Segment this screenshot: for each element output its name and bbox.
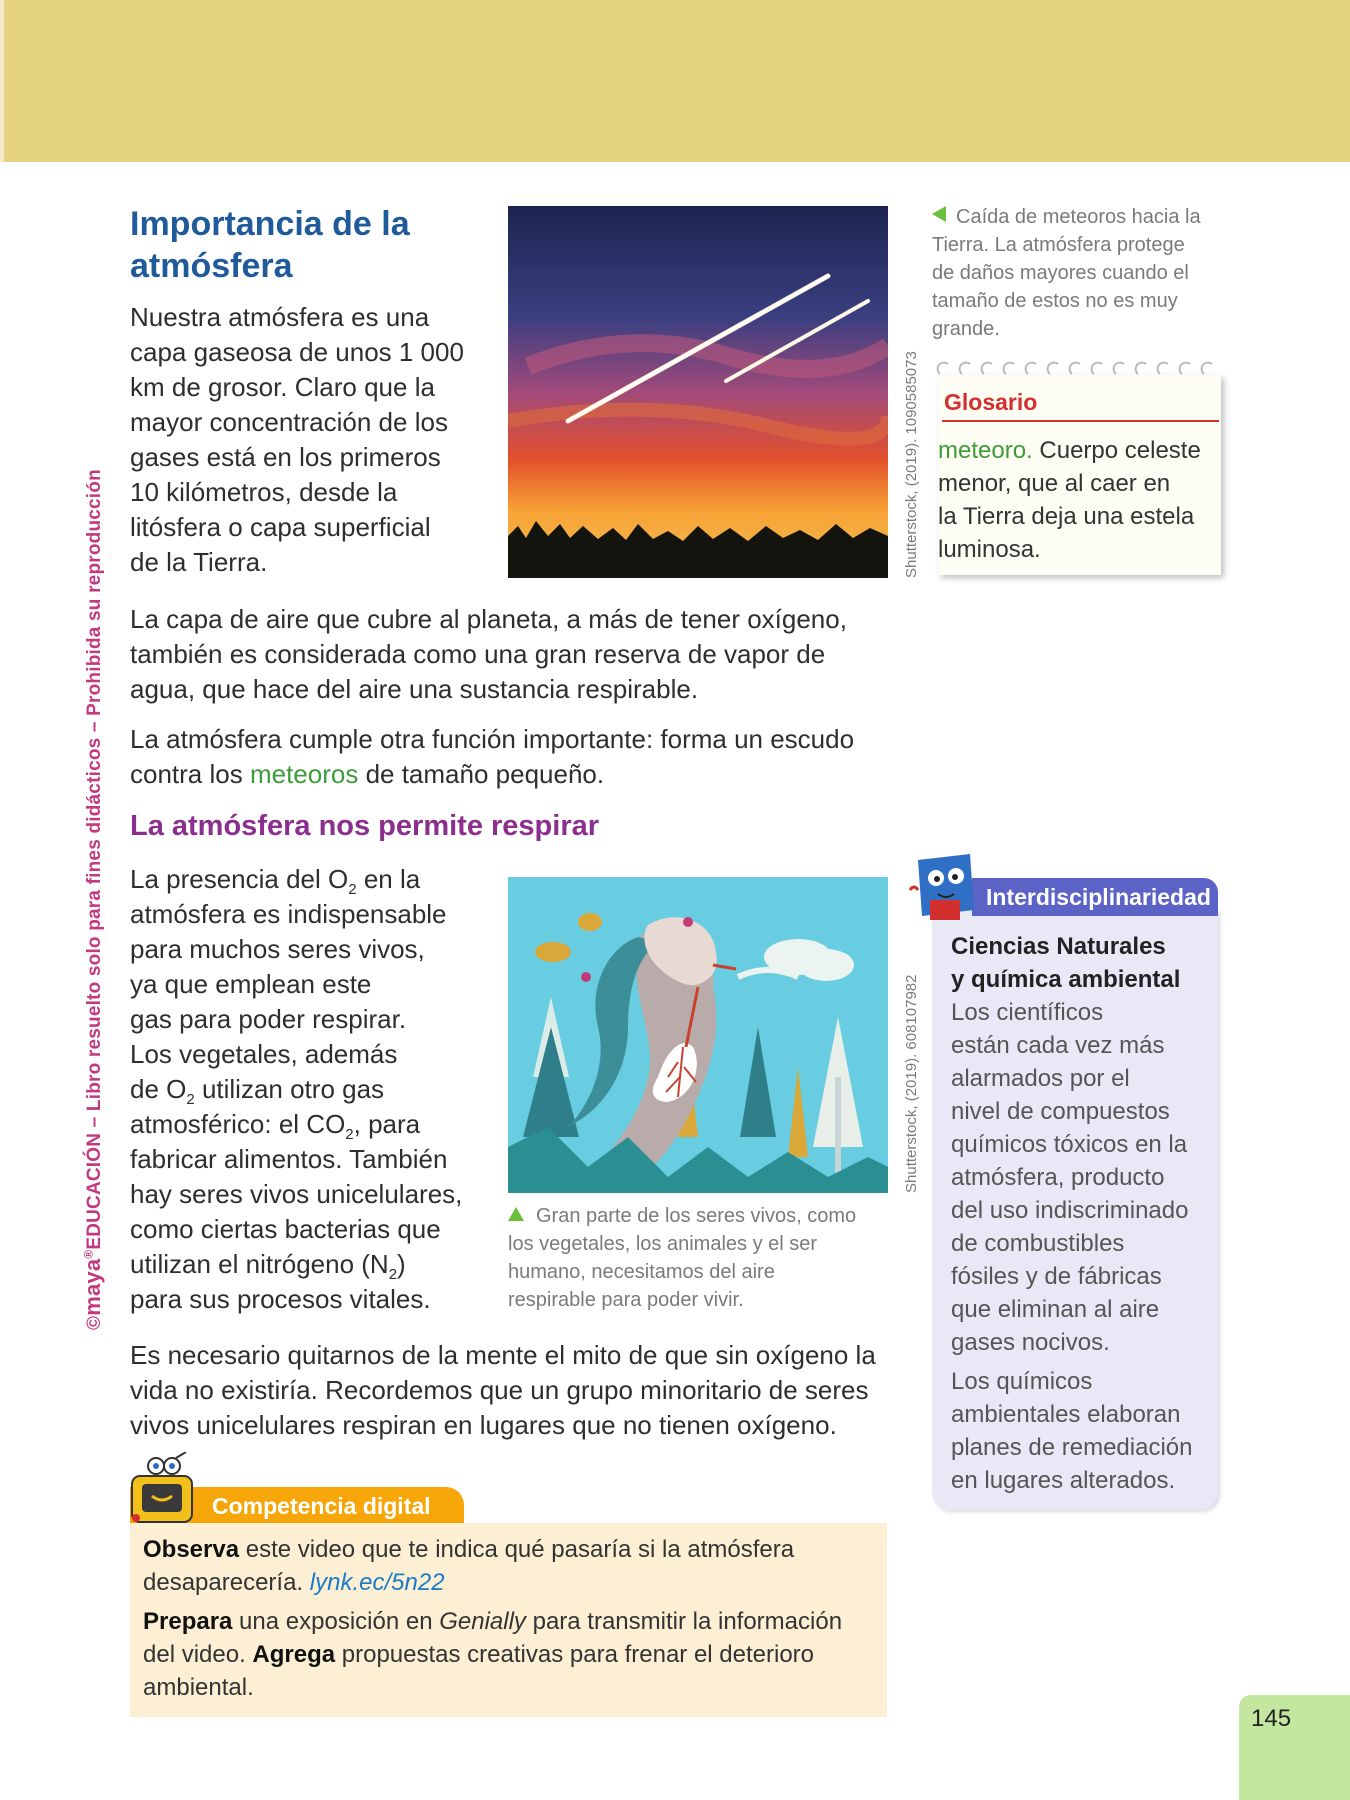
brand-name: maya bbox=[80, 1258, 105, 1316]
text-line: fabricar alimentos. También bbox=[130, 1144, 448, 1174]
text-line: también es considerada como una gran reserva de vapor de bbox=[130, 639, 826, 669]
caption-line: los vegetales, los animales y el ser bbox=[508, 1233, 818, 1255]
inter-line: de combustibles bbox=[951, 1230, 1125, 1257]
digital-line: Prepara una exposición en Genially para transmitir la información bbox=[143, 1608, 843, 1635]
paragraph-oxygen bbox=[130, 862, 510, 1317]
title-line: Importancia de la bbox=[130, 205, 410, 243]
text-line: utilizan el nitrógeno $(N_2)$ bbox=[130, 1249, 406, 1284]
paragraph-air-layer bbox=[130, 602, 910, 707]
digital-competence-box bbox=[130, 1523, 887, 1717]
registered-symbol: ® bbox=[81, 1249, 96, 1259]
inter-line: están cada vez más bbox=[951, 1032, 1165, 1059]
text-line: 10 kilómetros, desde la bbox=[130, 477, 398, 507]
inter-line: Los científicos bbox=[951, 999, 1104, 1026]
inter-line: químicos tóxicos en la bbox=[951, 1131, 1188, 1158]
book-mascot-icon bbox=[908, 850, 980, 926]
meteor-image-credit: Shutterstock, (2019). 1090585073 bbox=[903, 351, 920, 578]
text-line: La atmósfera cumple otra función importante: forma un escudo bbox=[130, 724, 855, 754]
definition-line: la Tierra deja una estela bbox=[938, 503, 1195, 530]
interdisciplinary-label: Interdisciplinariedad bbox=[972, 878, 1218, 916]
inter-line: nivel de compuestos bbox=[951, 1098, 1170, 1125]
text-line: para sus procesos vitales. bbox=[130, 1284, 431, 1314]
caption-pointer-icon bbox=[932, 206, 946, 222]
digital-line: Observa este video que te indica qué pasaría si la atmósfera bbox=[143, 1536, 795, 1563]
text-line: La capa de aire que cubre al planeta, a más de tener oxígeno, bbox=[130, 604, 847, 634]
text-line: ya que emplean este bbox=[130, 969, 372, 999]
side-copyright-text bbox=[80, 469, 106, 1330]
top-color-band bbox=[0, 0, 1350, 162]
page-number: 145 bbox=[1239, 1695, 1350, 1800]
caption-line: grande. bbox=[932, 318, 1000, 340]
text-line: hay seres vivos unicelulares, bbox=[130, 1179, 463, 1209]
text-line: atmosférico: el $CO_2$, para bbox=[130, 1109, 421, 1144]
meteor-sky-illustration bbox=[508, 206, 888, 578]
caption-line: de daños mayores cuando el bbox=[932, 262, 1189, 284]
caption-line: Tierra. La atmósfera protege bbox=[932, 234, 1185, 256]
video-link[interactable]: lynk.ec/5n22 bbox=[309, 1569, 445, 1596]
text-line: La presencia del $O_2$ en la bbox=[130, 864, 421, 899]
spiral-rings-icon bbox=[932, 360, 1222, 376]
definition-line: Cuerpo celeste bbox=[1032, 437, 1201, 464]
text-line: gases está en los primeros bbox=[130, 442, 441, 472]
text-line: vivos unicelulares respiran en lugares que no tienen oxígeno. bbox=[130, 1410, 837, 1440]
inter-line: que eliminan al aire bbox=[951, 1296, 1160, 1323]
inter-line: ambientales elaboran bbox=[951, 1401, 1181, 1428]
breathing-image-credit: Shutterstock, (2019). 608107982 bbox=[903, 974, 920, 1193]
caption-pointer-icon bbox=[508, 1207, 524, 1221]
section-title-respirar: La atmósfera nos permite respirar bbox=[130, 810, 600, 842]
inter-line: Los químicos bbox=[951, 1368, 1093, 1395]
definition-line: luminosa. bbox=[938, 536, 1041, 563]
text-line: para muchos seres vivos, bbox=[130, 934, 425, 964]
inter-line: atmósfera, producto bbox=[951, 1164, 1165, 1191]
text-line: como ciertas bacterias que bbox=[130, 1214, 441, 1244]
text-line: atmósfera es indispensable bbox=[130, 899, 447, 929]
text-line: contra los meteoros de tamaño pequeño. bbox=[130, 759, 605, 789]
paragraph-atmosphere-intro bbox=[130, 300, 510, 580]
robot-mascot-icon bbox=[124, 1452, 202, 1528]
caption-line: humano, necesitamos del aire bbox=[508, 1261, 775, 1283]
caption-line: respirable para poder vivir. bbox=[508, 1289, 744, 1311]
text-line: de $O_2$ utilizan otro gas bbox=[130, 1074, 385, 1109]
text-line: Los vegetales, además bbox=[130, 1039, 398, 1069]
inter-line: fósiles y de fábricas bbox=[951, 1263, 1162, 1290]
interdisciplinary-content bbox=[951, 930, 1211, 1497]
section-title-importancia bbox=[130, 203, 510, 287]
meteor-caption bbox=[932, 203, 1232, 343]
glossary-definition bbox=[938, 422, 1221, 566]
breathing-illustration bbox=[508, 877, 888, 1193]
digital-line: del video. Agrega propuestas creativas para frenar el deterioro bbox=[143, 1641, 815, 1668]
copyright-symbol: © bbox=[84, 1315, 105, 1330]
caption-line: Gran parte de los seres vivos, como bbox=[508, 1202, 888, 1230]
paragraph-anaerobic bbox=[130, 1338, 910, 1443]
inter-line: alarmados por el bbox=[951, 1065, 1130, 1092]
text-line: Es necesario quitarnos de la mente el mito de que sin oxígeno la bbox=[130, 1340, 876, 1370]
text-line: capa gaseosa de unos 1 000 bbox=[130, 337, 464, 367]
robot-tablet-icon bbox=[124, 1452, 202, 1528]
caption-line: Caída de meteoros hacia la bbox=[932, 203, 1232, 231]
digital-competence-label: Competencia digital bbox=[130, 1487, 464, 1523]
keyword-meteoros: meteoros bbox=[249, 759, 359, 789]
meteor-sky-image bbox=[508, 206, 888, 578]
woman-breathing-illustration bbox=[508, 877, 888, 1193]
text-line: mayor concentración de los bbox=[130, 407, 448, 437]
reading-mascot-icon bbox=[908, 850, 980, 926]
definition-line: menor, que al caer en bbox=[938, 470, 1171, 497]
glossary-title: Glosario bbox=[942, 375, 1219, 422]
inter-line: en lugares alterados. bbox=[951, 1467, 1176, 1494]
text-line: agua, que hace del aire una sustancia respirable. bbox=[130, 674, 699, 704]
breathing-caption bbox=[508, 1202, 888, 1314]
title-line: atmósfera bbox=[130, 247, 293, 285]
inter-line: gases nocivos. bbox=[951, 1329, 1110, 1356]
inter-line: planes de remediación bbox=[951, 1434, 1193, 1461]
digital-line: ambiental. bbox=[143, 1674, 254, 1701]
text-line: litósfera o capa superficial bbox=[130, 512, 431, 542]
caption-line: tamaño de estos no es muy bbox=[932, 290, 1178, 312]
digital-line: desaparecería. lynk.ec/5n22 bbox=[143, 1569, 445, 1596]
spiral-binding-decoration bbox=[932, 360, 1222, 376]
text-line: vida no existiría. Recordemos que un grupo minoritario de seres bbox=[130, 1375, 869, 1405]
text-line: gas para poder respirar. bbox=[130, 1004, 407, 1034]
text-line: de la Tierra. bbox=[130, 547, 268, 577]
text-line: Nuestra atmósfera es una bbox=[130, 302, 430, 332]
text-line: km de grosor. Claro que la bbox=[130, 372, 435, 402]
paragraph-shield bbox=[130, 722, 910, 792]
inter-line: del uso indiscriminado bbox=[951, 1197, 1189, 1224]
glossary-term: meteoro. bbox=[938, 437, 1033, 464]
inter-heading-line: y química ambiental bbox=[951, 966, 1181, 993]
glossary-card bbox=[938, 375, 1221, 575]
side-text-rest: EDUCACIÓN – Libro resuelto solo para fines didácticos – Prohibida su reproducción bbox=[84, 469, 105, 1250]
inter-heading-line: Ciencias Naturales bbox=[951, 933, 1166, 960]
